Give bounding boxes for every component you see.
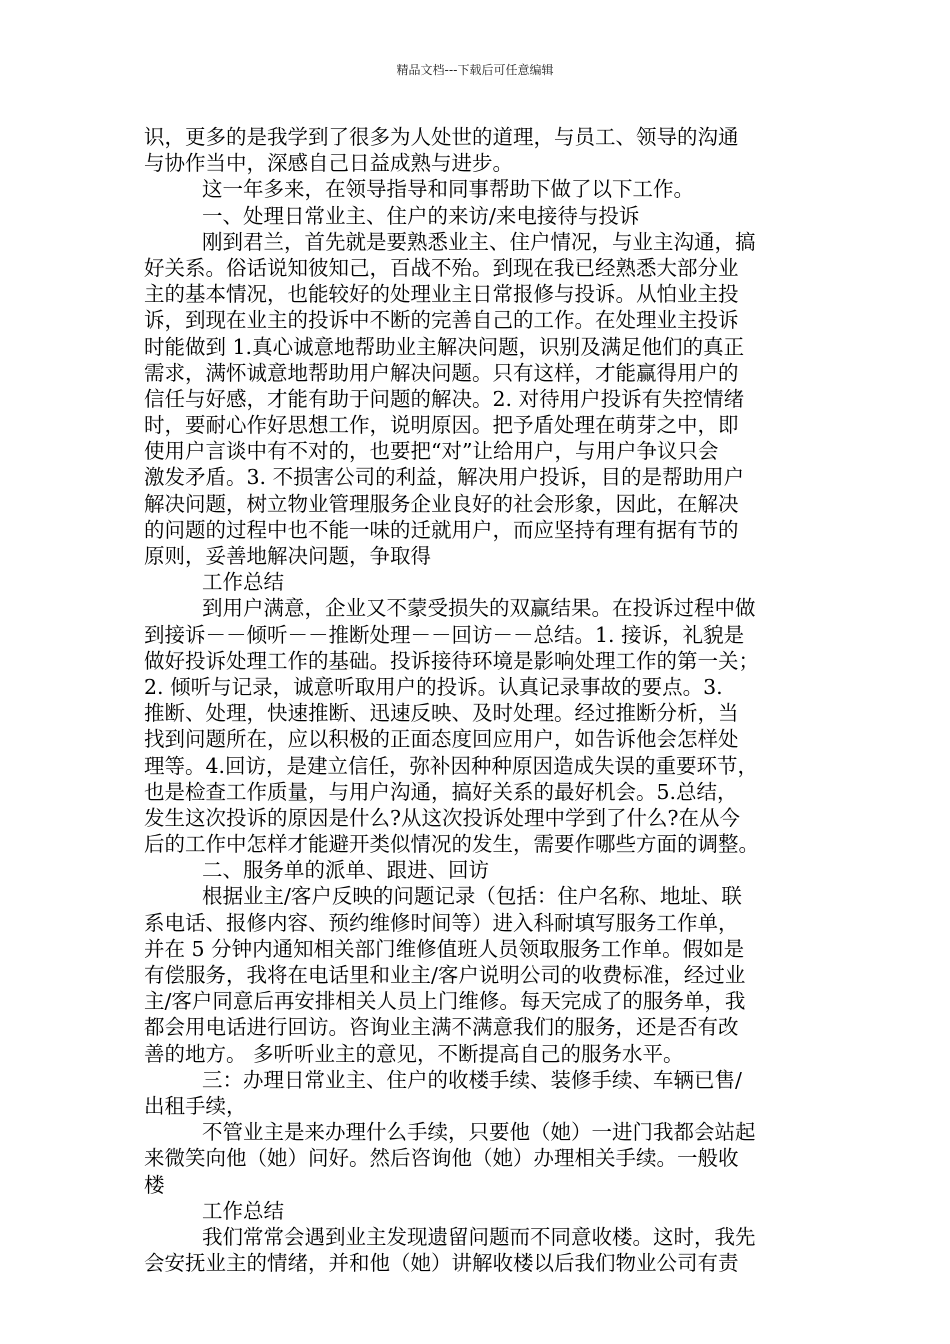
text-line: 原则，妥善地解决问题，争取得 xyxy=(144,544,431,568)
text-line: 主的基本情况，也能较好的处理业主日常报修与投诉。从怕业主投 xyxy=(144,282,739,307)
text-line: 不管业主是来办理什么手续，只要他（她）一进门我都会站起 xyxy=(202,1120,756,1145)
text-line: 好关系。俗话说知彼知己，百战不殆。到现在我已经熟悉大部分业 xyxy=(144,255,739,280)
text-line: 一、处理日常业主、住户的来访/来电接待与投诉 xyxy=(202,203,640,228)
text-line: 激发矛盾。3. 不损害公司的利益，解决用户投诉，目的是帮助用户 xyxy=(144,465,745,490)
text-line: 后的工作中怎样才能避开类似情况的发生，需要作哪些方面的调整。 xyxy=(144,832,759,857)
text-line: 需求，满怀诚意地帮助用户解决问题。只有这样，才能赢得用户的 xyxy=(144,360,739,385)
text-line: 做好投诉处理工作的基础。投诉接待环境是影响处理工作的第一关； xyxy=(144,648,759,673)
text-line: 来微笑向他（她）问好。然后咨询他（她）办理相关手续。一般收 xyxy=(144,1146,739,1171)
page-header: 精品文档---下载后可任意编辑 xyxy=(396,63,554,77)
text-line: 时能做到 1.真心诚意地帮助业主解决问题，识别及满足他们的真正 xyxy=(144,334,745,359)
text-line: 到接诉－－倾听－－推断处理－－回访－－总结。1. 接诉，礼貌是 xyxy=(144,622,745,647)
text-line: 解决问题，树立物业管理服务企业良好的社会形象，因此，在解决 xyxy=(144,491,739,516)
text-line: 二、服务单的派单、跟进、回访 xyxy=(202,858,489,883)
text-line: 都会用电话进行回访。咨询业主满不满意我们的服务，还是否有改 xyxy=(144,1015,739,1040)
text-line: 与协作当中，深感自己日益成熟与进步。 xyxy=(144,151,513,176)
text-line: 信任与好感，才能有助于问题的解决。2. 对待用户投诉有失控情绪 xyxy=(144,386,745,411)
text-line: 找到问题所在，应以积极的正面态度回应用户，如告诉他会怎样处 xyxy=(144,727,739,752)
text-line: 发生这次投诉的原因是什么?从这次投诉处理中学到了什么?在从今 xyxy=(144,805,740,830)
text-line: 到用户满意，企业又不蒙受损失的双赢结果。在投诉过程中做 xyxy=(202,596,756,621)
text-line: 系电话、报修内容、预约维修时间等）进入科耐填写服务工作单， xyxy=(144,910,739,935)
text-line: 时，要耐心作好思想工作，说明原因。把予盾处理在萌芽之中，即 xyxy=(144,413,739,438)
text-line: 识，更多的是我学到了很多为人处世的道理，与员工、领导的沟通 xyxy=(144,125,739,149)
text-line: 这一年多来，在领导指导和同事帮助下做了以下工作。 xyxy=(202,177,694,202)
text-line: 推断、处理，快速推断、迅速反映、及时处理。经过推断分析，当 xyxy=(144,701,739,726)
text-line: 使用户言谈中有不对的，也要把“对”让给用户，与用户争议只会 xyxy=(144,439,719,464)
text-line: 也是检查工作质量，与用户沟通，搞好关系的最好机会。5.总结， xyxy=(144,779,738,804)
text-line: 主/客户同意后再安排相关人员上门维修。每天完成了的服务单，我 xyxy=(144,989,746,1014)
text-line: 楼 xyxy=(144,1172,165,1197)
text-line: 诉，到现在业主的投诉中不断的完善自己的工作。在处理业主投诉 xyxy=(144,308,739,333)
text-line: 刚到君兰，首先就是要熟悉业主、住户情况，与业主沟通，搞 xyxy=(202,229,756,254)
text-line: 有偿服务，我将在电话里和业主/客户说明公司的收费标准，经过业 xyxy=(144,963,746,987)
text-line: 并在 5 分钟内通知相关部门维修值班人员领取服务工作单。假如是 xyxy=(144,936,745,961)
text-line: 善的地方。 多听听业主的意见，不断提高自己的服务水平。 xyxy=(144,1041,684,1066)
document-body xyxy=(144,124,810,1276)
text-line: 工作总结 xyxy=(202,1198,284,1223)
text-line: 的问题的过程中也不能一味的迁就用户，而应坚持有理有据有节的 xyxy=(144,517,739,542)
text-line: 2. 倾听与记录，诚意听取用户的投诉。认真记录事故的要点。3. xyxy=(144,674,723,699)
text-line: 我们常常会遇到业主发现遗留问题而不同意收楼。这时，我先 xyxy=(202,1224,756,1249)
text-line: 三：办理日常业主、住户的收楼手续、装修手续、车辆已售/ xyxy=(202,1067,742,1092)
text-line: 根据业主/客户反映的问题记录（包括：住户名称、地址、联 xyxy=(202,884,742,909)
text-line: 出租手续， xyxy=(144,1093,247,1118)
text-line: 理等。4.回访，是建立信任，弥补因种种原因造成失误的重要环节， xyxy=(144,753,759,778)
text-line: 工作总结 xyxy=(202,570,284,595)
text-line: 会安抚业主的情绪，并和他（她）讲解收楼以后我们物业公司有责 xyxy=(144,1251,739,1276)
